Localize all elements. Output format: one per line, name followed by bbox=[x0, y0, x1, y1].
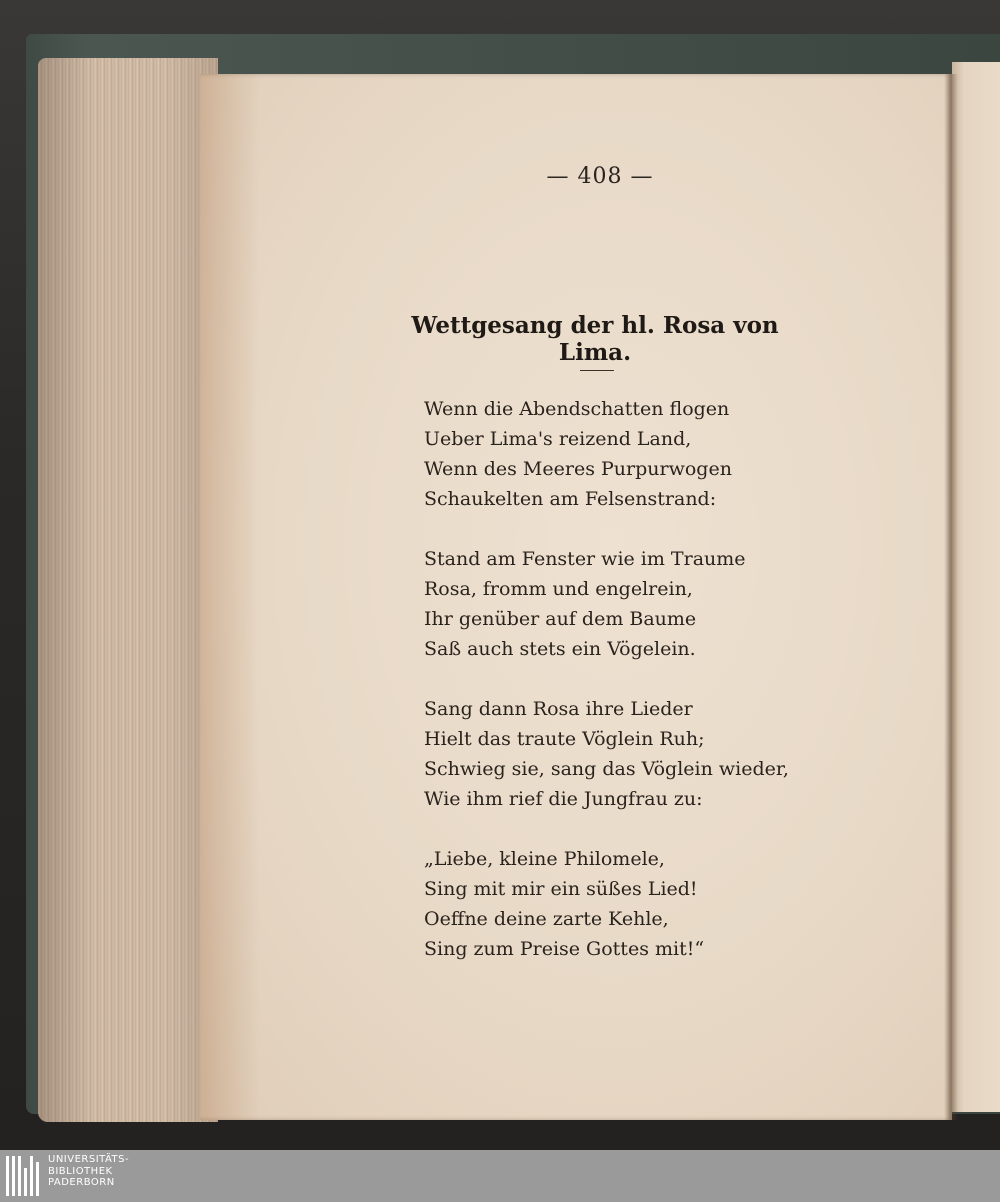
poem-line: Schaukelten am Felsenstrand: bbox=[424, 488, 717, 510]
poem-line: Ueber Lima's reizend Land, bbox=[424, 428, 692, 450]
logo-line: UNIVERSITÄTS- bbox=[48, 1154, 130, 1165]
stanza bbox=[424, 694, 844, 814]
library-logo-text bbox=[48, 1154, 129, 1189]
poem-line: „Liebe, kleine Philomele, bbox=[424, 848, 665, 870]
stanza bbox=[424, 844, 844, 964]
stanza bbox=[424, 544, 844, 664]
poem-line: Ihr genüber auf dem Baume bbox=[424, 608, 697, 630]
poem-line: Sing zum Preise Gottes mit!“ bbox=[424, 938, 705, 960]
library-footer bbox=[0, 1150, 1000, 1202]
logo-line: PADERBORN bbox=[48, 1177, 115, 1188]
page-gutter bbox=[944, 74, 958, 1120]
poem-line: Wenn die Abendschatten flogen bbox=[424, 398, 730, 420]
poem-line: Sing mit mir ein süßes Lied! bbox=[424, 878, 698, 900]
stanza bbox=[424, 394, 844, 514]
poem-line: Rosa, fromm und engelrein, bbox=[424, 578, 693, 600]
poem-line: Stand am Fenster wie im Traume bbox=[424, 548, 746, 570]
poem-body bbox=[424, 394, 844, 994]
page-number: — 408 — bbox=[546, 164, 654, 189]
poem-line: Wenn des Meeres Purpurwogen bbox=[424, 458, 732, 480]
poem-line: Oeffne deine zarte Kehle, bbox=[424, 908, 669, 930]
poem-title: Wettgesang der hl. Rosa von Lima. bbox=[411, 312, 779, 366]
page-stain bbox=[200, 74, 260, 1120]
poem-line: Hielt das traute Vöglein Ruh; bbox=[424, 728, 705, 750]
poem-line: Saß auch stets ein Vögelein. bbox=[424, 638, 696, 660]
poem-line: Wie ihm rief die Jungfrau zu: bbox=[424, 788, 703, 810]
poem-line: Schwieg sie, sang das Vöglein wieder, bbox=[424, 758, 789, 780]
logo-line: BIBLIOTHEK bbox=[48, 1165, 113, 1177]
poem-line: Sang dann Rosa ihre Lieder bbox=[424, 698, 693, 720]
library-logo-icon bbox=[6, 1156, 42, 1196]
page-block-shade bbox=[38, 58, 218, 1122]
facing-page bbox=[952, 62, 1000, 1112]
title-rule bbox=[580, 370, 614, 371]
